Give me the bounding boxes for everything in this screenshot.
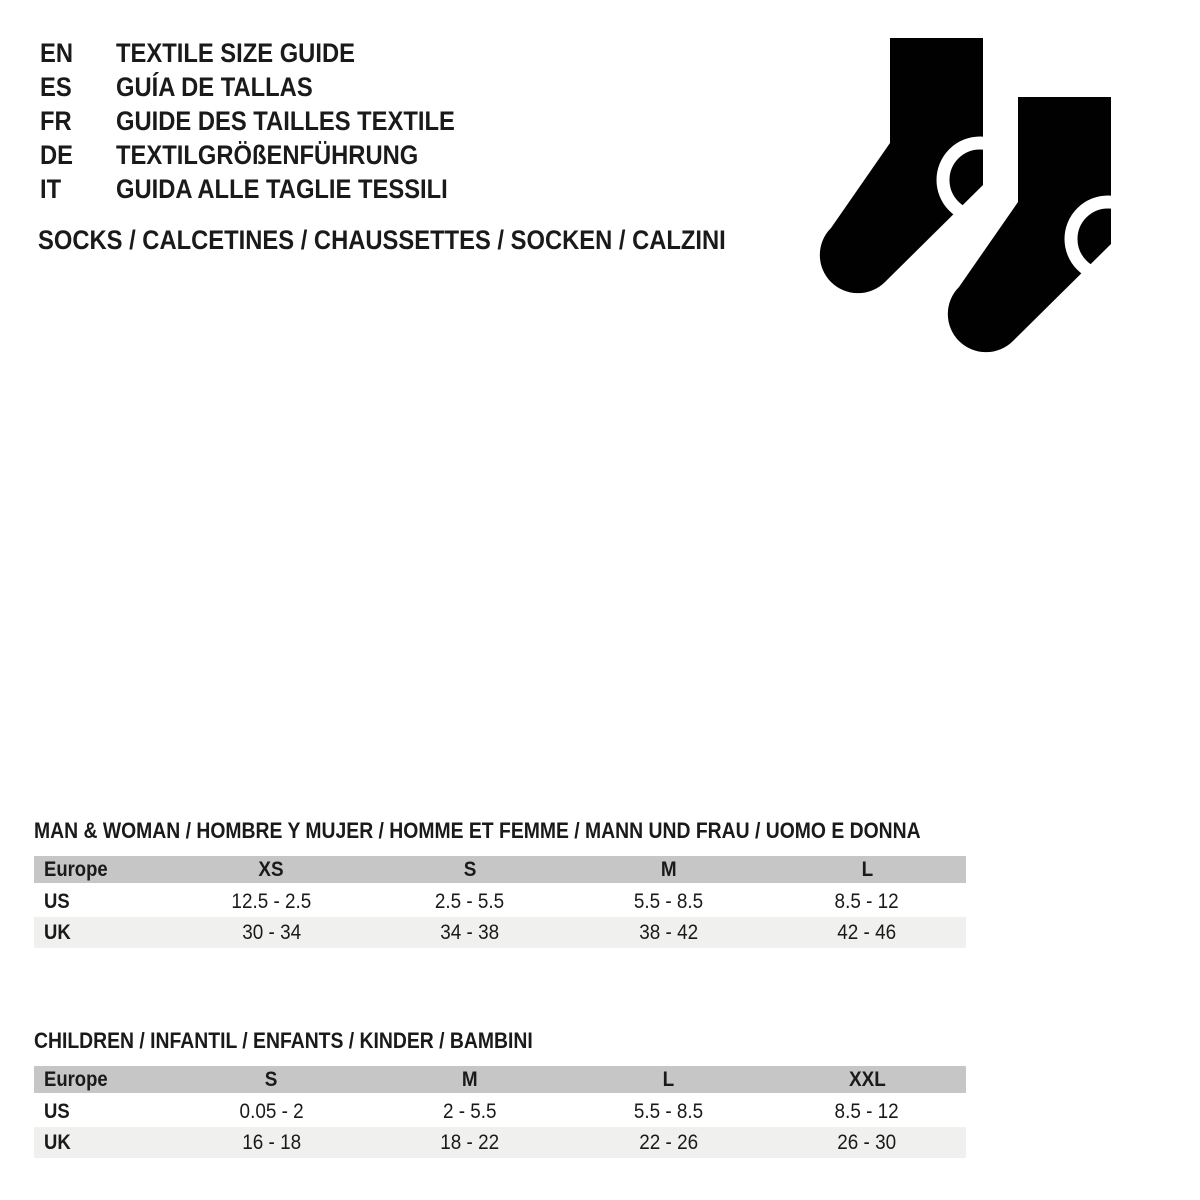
table-title-text: MAN & WOMAN / HOMBRE Y MUJER / HOMME ET FEMME / MANN UND FRAU / UOMO E DONNA xyxy=(34,818,921,843)
size-value xyxy=(172,1127,371,1158)
table-header-row xyxy=(34,856,966,886)
column-header-size xyxy=(172,856,371,886)
column-header-text: XS xyxy=(258,857,285,881)
table-row-uk xyxy=(34,917,966,948)
column-header-size xyxy=(172,1066,371,1096)
size-value-text: 5.5 - 8.5 xyxy=(633,889,704,913)
column-header-size xyxy=(371,1066,569,1096)
row-label xyxy=(34,886,172,917)
language-row-de xyxy=(40,138,501,172)
size-value-text: 34 - 38 xyxy=(440,920,500,944)
column-header-region xyxy=(34,856,172,886)
column-header-text: Europe xyxy=(44,857,108,881)
size-value-text: 2.5 - 5.5 xyxy=(435,889,505,913)
language-code-text: DE xyxy=(40,140,74,170)
section-man-woman xyxy=(34,818,966,948)
size-value xyxy=(172,917,371,948)
language-row-fr xyxy=(40,104,501,138)
table-row-us xyxy=(34,886,966,917)
language-title-list xyxy=(40,36,501,206)
language-code xyxy=(40,172,116,206)
column-header-text: S xyxy=(463,857,477,881)
size-value-text: 12.5 - 2.5 xyxy=(231,889,312,913)
size-value xyxy=(371,886,569,917)
language-code xyxy=(40,138,116,172)
language-code xyxy=(40,36,116,70)
language-row-it xyxy=(40,172,501,206)
size-value-text: 30 - 34 xyxy=(242,920,301,944)
size-value xyxy=(371,1127,569,1158)
language-title: GUIDA ALLE TAGLIE TESSILI xyxy=(116,174,448,204)
section-children xyxy=(34,1028,966,1158)
column-header-size xyxy=(371,856,569,886)
language-code-text: FR xyxy=(40,106,72,136)
size-value-text: 16 - 18 xyxy=(242,1130,301,1154)
language-code-text: EN xyxy=(40,38,74,68)
column-header-text: Europe xyxy=(44,1067,108,1091)
size-table-man-woman xyxy=(34,856,966,948)
size-table-children xyxy=(34,1066,966,1158)
size-value-text: 8.5 - 12 xyxy=(834,1099,900,1123)
size-value-text: 0.05 - 2 xyxy=(239,1099,304,1123)
language-row-es xyxy=(40,70,501,104)
row-label-text: US xyxy=(44,889,70,913)
column-header-text: L xyxy=(861,857,873,881)
row-label-text: UK xyxy=(44,920,71,944)
size-value xyxy=(768,886,966,917)
language-title: GUÍA DE TALLAS xyxy=(116,72,313,102)
size-value xyxy=(172,1096,371,1127)
size-value-text: 5.5 - 8.5 xyxy=(633,1099,704,1123)
table-row-uk xyxy=(34,1127,966,1158)
column-header-text: S xyxy=(265,1067,278,1091)
size-value-text: 18 - 22 xyxy=(440,1130,500,1154)
size-value xyxy=(172,886,371,917)
size-value-text: 26 - 30 xyxy=(837,1130,897,1154)
table-row-us xyxy=(34,1096,966,1127)
row-label xyxy=(34,1127,172,1158)
column-header-size xyxy=(569,1066,768,1096)
socks-icon xyxy=(800,25,1160,380)
size-value xyxy=(768,1096,966,1127)
column-header-text: L xyxy=(662,1067,675,1091)
size-value-text: 38 - 42 xyxy=(639,920,698,944)
language-title: TEXTILGRÖßENFÜHRUNG xyxy=(116,140,419,170)
column-header-text: M xyxy=(660,857,677,881)
table-title-children xyxy=(34,1028,966,1056)
size-value xyxy=(569,886,768,917)
size-value xyxy=(768,1127,966,1158)
language-code xyxy=(40,104,116,138)
size-value xyxy=(371,917,569,948)
language-row-en xyxy=(40,36,501,70)
column-header-size xyxy=(569,856,768,886)
language-code-text: IT xyxy=(40,174,62,204)
language-title: TEXTILE SIZE GUIDE xyxy=(116,38,355,68)
language-code-text: ES xyxy=(40,72,72,102)
table-header-row xyxy=(34,1066,966,1096)
size-value-text: 22 - 26 xyxy=(639,1130,698,1154)
size-value-text: 8.5 - 12 xyxy=(834,889,900,913)
row-label xyxy=(34,1096,172,1127)
column-header-size xyxy=(768,1066,966,1096)
row-label-text: UK xyxy=(44,1130,71,1154)
row-label-text: US xyxy=(44,1099,70,1123)
size-value xyxy=(768,917,966,948)
size-value xyxy=(371,1096,569,1127)
language-code xyxy=(40,70,116,104)
size-value-text: 2 - 5.5 xyxy=(443,1099,497,1123)
size-value xyxy=(569,917,768,948)
table-title-text: CHILDREN / INFANTIL / ENFANTS / KINDER / BAMBINI xyxy=(34,1028,533,1053)
column-header-size xyxy=(768,856,966,886)
category-line xyxy=(38,224,820,256)
size-value-text: 42 - 46 xyxy=(837,920,897,944)
row-label xyxy=(34,917,172,948)
column-header-text: XXL xyxy=(848,1067,886,1091)
size-value xyxy=(569,1127,768,1158)
table-title-man-woman xyxy=(34,818,966,846)
column-header-region xyxy=(34,1066,172,1096)
language-title: GUIDE DES TAILLES TEXTILE xyxy=(116,106,455,136)
category-line-text: SOCKS / CALCETINES / CHAUSSETTES / SOCKEN / CALZINI xyxy=(38,225,726,255)
size-value xyxy=(569,1096,768,1127)
column-header-text: M xyxy=(462,1067,478,1091)
